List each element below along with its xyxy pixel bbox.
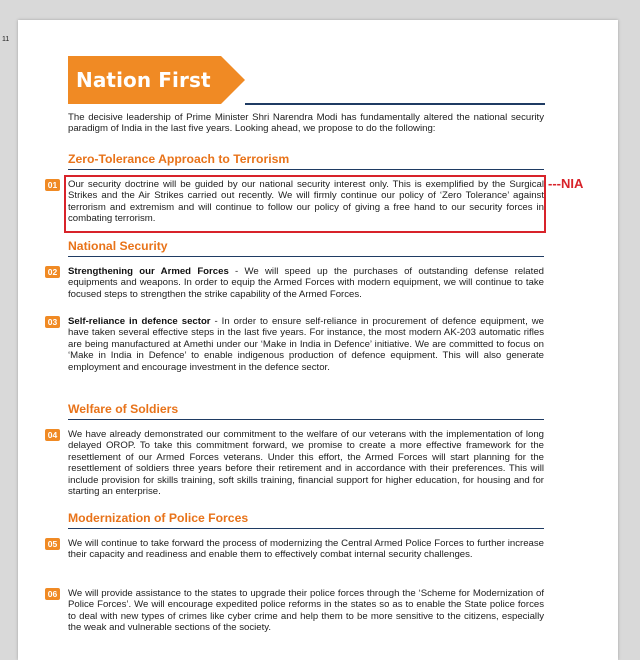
- item-body: - We will speed up the purchases of outstanding defense related equipments and weapons. In order to equip the Armed Forces with modern equipment, we will continue to take focused steps to strengthen the strike capability of the Armed Forces.: [68, 266, 544, 300]
- page-title: Nation First: [76, 68, 211, 92]
- section-rule: [68, 528, 544, 529]
- item-body: We will provide assistance to the states to upgrade their police forces through the ‘Scheme for Modernization of Police Forces’. We will encourage expedited police reforms in the states so as to enable the State police forces to deal with new types of crimes like cyber crime and help them to be more sensitive to the citizens, especially the weak and vulnerable sections of the society.: [68, 588, 544, 634]
- page-number: 11: [2, 36, 10, 43]
- item-text-02: [68, 266, 544, 300]
- item-number: 01: [45, 179, 60, 191]
- nia-annotation: ---NIA: [548, 176, 584, 191]
- item-number: 03: [45, 316, 60, 328]
- item-number: 05: [45, 538, 60, 550]
- title-banner: [68, 56, 245, 104]
- section-heading-terrorism: Zero-Tolerance Approach to Terrorism: [68, 152, 290, 166]
- item-text-05: [68, 538, 544, 561]
- item-number: 02: [45, 266, 60, 278]
- section-rule: [68, 256, 544, 257]
- item-body: We have already demonstrated our commitment to the welfare of our veterans with the implementation of long delayed OROP. To take this commitment forward, we promise to create a more effective framework for the resettlement of our Armed Forces veterans. Under this effort, the Armed Forces will start planning for the resettlement of soldiers three years before their retirement and in accordance with their preferences. This will include provision for skills training, soft skills training, financial support for higher education, for housing and for starting an enterprise.: [68, 429, 544, 498]
- section-heading-police: Modernization of Police Forces: [68, 511, 249, 525]
- section-rule: [68, 419, 544, 420]
- section-rule: [68, 169, 544, 170]
- item-body: - In order to ensure self-reliance in procurement of defence equipment, we have taken several effective steps in the last five years. For instance, the most modern AK-203 automatic rifles are being manufactured at Amethi under our ‘Make in India in Defence’ initiative. We are committed to focus on ‘Make in India in Defence’ to enable indigenous production of defence equipment. This will also generate employment and encourage investment in the defence sector.: [68, 316, 544, 373]
- highlight-box: [64, 175, 546, 233]
- item-body: We will continue to take forward the process of modernizing the Central Armed Police Forces to further increase their capacity and readiness and enable them to effectively combat internal security challenges.: [68, 538, 544, 561]
- intro-paragraph: The decisive leadership of Prime Minister Shri Narendra Modi has fundamentally altered the national security paradigm of India in the last five years. Looking ahead, we propose to do the following:: [68, 112, 544, 135]
- item-text-03: [68, 316, 544, 373]
- item-text-04: [68, 429, 544, 497]
- item-title: Self-reliance in defence sector: [68, 316, 211, 327]
- item-text-06: [68, 588, 544, 634]
- section-heading-national-security: National Security: [68, 239, 168, 253]
- item-number: 04: [45, 429, 60, 441]
- section-heading-welfare: Welfare of Soldiers: [68, 402, 179, 416]
- item-title: Strengthening our Armed Forces: [68, 266, 229, 277]
- item-body: Our security doctrine will be guided by our national security interest only. This is exemplified by the Surgical Strikes and the Air Strikes carried out recently. We will firmly continue our policy of ‘Zero Tolerance’ against terrorism and extremism and will continue to follow our policy of giving a free hand to our security forces in combating terrorism.: [68, 179, 544, 225]
- item-number: 06: [45, 588, 60, 600]
- banner-rule: [245, 103, 545, 105]
